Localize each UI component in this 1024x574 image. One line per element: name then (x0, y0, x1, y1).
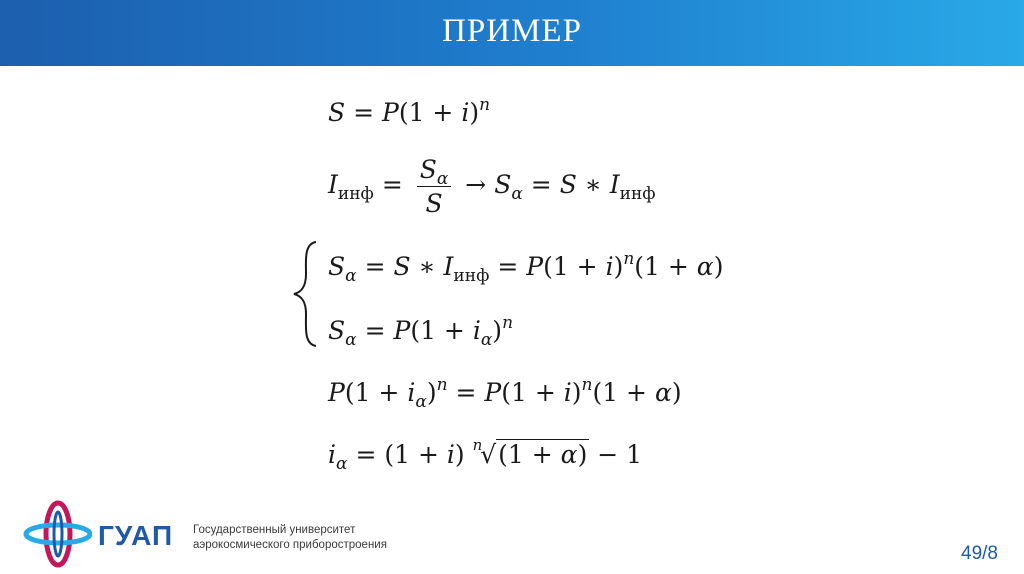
fraction: $\frac{S_\alpha}{S}$ (417, 155, 452, 218)
formula-equality: $P(1 + i_\alpha)^n = P(1 + i)^n(1 + \alpha)$ (328, 375, 682, 412)
guap-emblem-icon (22, 500, 92, 568)
nth-root: $^n$√(1 + α) (472, 436, 588, 469)
formula-system-line-1: $S_\alpha = S$ ∗ $I_{инф} = P(1 + i)^n(1 + \alpha)$ (328, 249, 724, 286)
page-number: 49/8 (961, 543, 998, 564)
system-brace-icon (290, 240, 320, 348)
formula-real-rate: $i_\alpha = (1 + i) ^n√(1 + \alpha) - 1$ (328, 436, 643, 474)
formula-system-line-2: $S_\alpha = P(1 + i_\alpha)^n$ (328, 313, 514, 350)
slide-title: ПРИМЕР (442, 13, 582, 49)
logo-line-2: аэрокосмического приборостроения (193, 539, 387, 551)
formula-inflation-index: $I_{инф}$ = $\frac{S_\alpha}{S}$ → $S_\alpha = S$ ∗ $I_{инф}$ (328, 155, 656, 218)
logo-line-1: Государственный университет (193, 524, 356, 536)
logo-name: ГУАП (98, 520, 174, 551)
formula-compound-sum: $S = P(1 + i)^n$ (328, 95, 491, 127)
slide-header (0, 0, 1024, 66)
